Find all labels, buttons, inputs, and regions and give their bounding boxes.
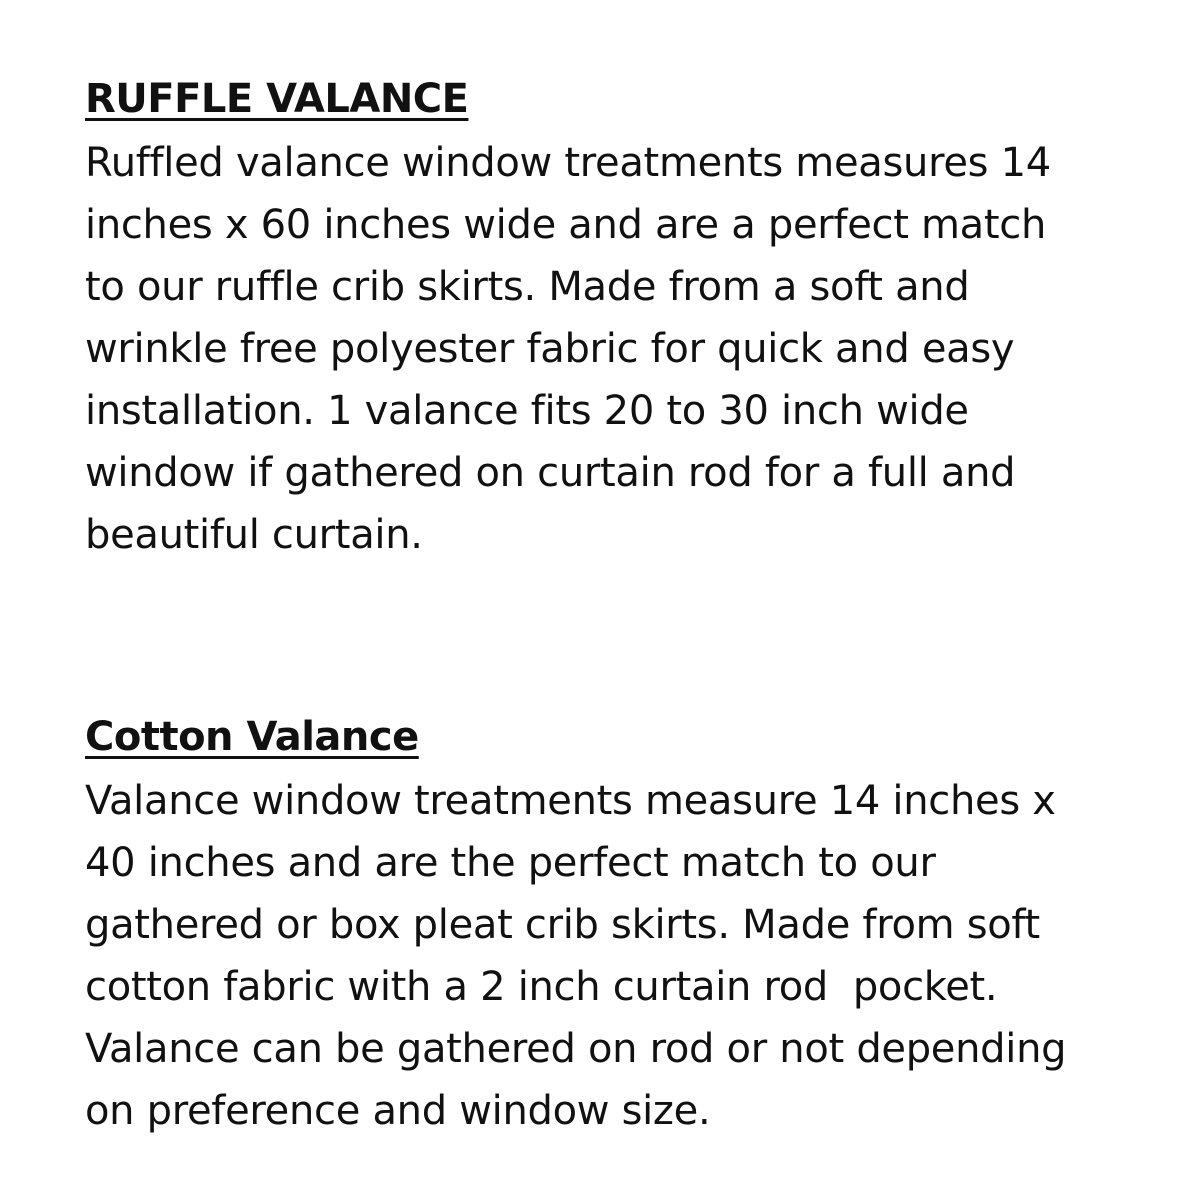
description-line: 40 inches and are the perfect match to our	[85, 840, 936, 886]
description-line: Valance can be gathered on rod or not depending	[85, 1026, 1067, 1072]
description-line: window if gathered on curtain rod for a full and	[85, 450, 1016, 496]
cotton-valance-description	[85, 770, 1165, 1142]
description-line: to our ruffle crib skirts. Made from a soft and	[85, 264, 970, 310]
description-line: beautiful curtain.	[85, 512, 423, 558]
ruffle-valance-section	[85, 72, 1165, 566]
description-line: Valance window treatments measure 14 inches x	[85, 778, 1056, 824]
description-line: on preference and window size.	[85, 1088, 711, 1134]
description-line: cotton fabric with a 2 inch curtain rod pocket.	[85, 964, 998, 1010]
description-line: gathered or box pleat crib skirts. Made from soft	[85, 902, 1040, 948]
cotton-valance-heading: Cotton Valance	[85, 714, 419, 760]
ruffle-valance-description	[85, 132, 1165, 566]
description-line: wrinkle free polyester fabric for quick and easy	[85, 326, 1015, 372]
description-line: inches x 60 inches wide and are a perfect match	[85, 202, 1047, 248]
description-line: Ruffled valance window treatments measures 14	[85, 140, 1051, 186]
cotton-valance-section	[85, 710, 1165, 1142]
description-line: installation. 1 valance fits 20 to 30 inch wide	[85, 388, 969, 434]
ruffle-valance-heading: RUFFLE VALANCE	[85, 76, 469, 122]
